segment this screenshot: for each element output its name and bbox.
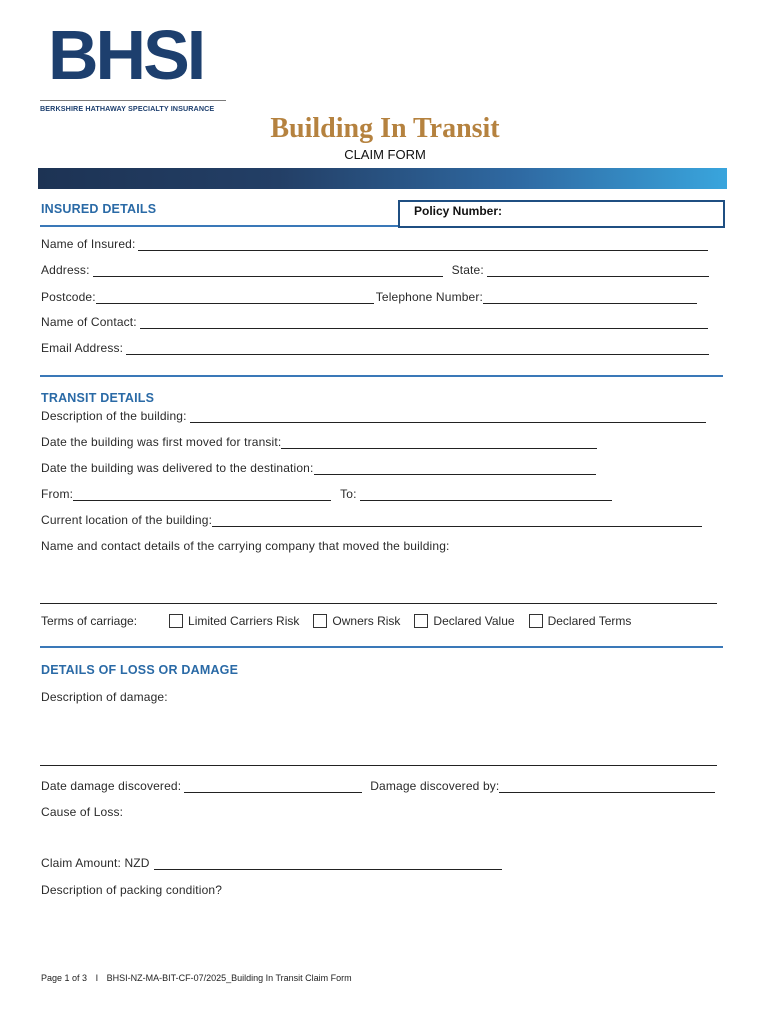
declared-terms-option[interactable] bbox=[529, 614, 632, 628]
current-location-label: Current location of the building: bbox=[41, 513, 213, 527]
address-row bbox=[41, 263, 709, 277]
claim-amount-label: Claim Amount: NZD bbox=[41, 856, 150, 870]
owners-risk-option[interactable] bbox=[313, 614, 400, 628]
date-moved-row bbox=[41, 435, 597, 449]
limited-carriers-risk-label: Limited Carriers Risk bbox=[188, 614, 300, 628]
logo-mark: BHSI bbox=[48, 16, 204, 94]
damage-discovered-by-label: Damage discovered by: bbox=[370, 779, 500, 793]
contact-name-label: Name of Contact: bbox=[41, 315, 137, 329]
insured-section-rule bbox=[40, 225, 398, 227]
email-label: Email Address: bbox=[41, 341, 124, 355]
cause-of-loss-label: Cause of Loss: bbox=[41, 805, 124, 819]
claim-amount-field[interactable] bbox=[154, 857, 502, 870]
declared-value-checkbox[interactable] bbox=[414, 614, 428, 628]
header-banner bbox=[38, 168, 727, 189]
to-label: To: bbox=[340, 487, 357, 501]
building-description-row bbox=[41, 409, 706, 423]
from-label: From: bbox=[41, 487, 74, 501]
owners-risk-checkbox[interactable] bbox=[313, 614, 327, 628]
loss-details-heading: DETAILS OF LOSS OR DAMAGE bbox=[41, 663, 239, 677]
damage-date-label: Date damage discovered: bbox=[41, 779, 182, 793]
damage-date-field[interactable] bbox=[184, 780, 362, 793]
state-label: State: bbox=[451, 263, 484, 277]
date-moved-label: Date the building was first moved for transit: bbox=[41, 435, 282, 449]
name-of-insured-row bbox=[41, 237, 708, 251]
damage-description-field[interactable] bbox=[40, 765, 717, 766]
policy-number-field[interactable] bbox=[398, 200, 725, 228]
telephone-field[interactable] bbox=[483, 291, 697, 304]
carrier-details-label: Name and contact details of the carrying company that moved the building: bbox=[41, 539, 450, 553]
building-description-label: Description of the building: bbox=[41, 409, 187, 423]
owners-risk-label: Owners Risk bbox=[332, 614, 401, 628]
form-title: Building In Transit bbox=[270, 113, 500, 144]
from-to-row bbox=[41, 487, 612, 501]
terms-of-carriage-row bbox=[41, 614, 631, 628]
declared-value-label: Declared Value bbox=[433, 614, 515, 628]
name-of-insured-field[interactable] bbox=[138, 238, 708, 251]
transit-section-rule bbox=[40, 375, 723, 377]
to-field[interactable] bbox=[360, 488, 612, 501]
loss-section-rule bbox=[40, 646, 723, 648]
insured-details-heading: INSURED DETAILS bbox=[41, 202, 157, 216]
email-row bbox=[41, 341, 709, 355]
address-field[interactable] bbox=[93, 264, 443, 277]
limited-carriers-risk-checkbox[interactable] bbox=[169, 614, 183, 628]
form-subtitle: CLAIM FORM bbox=[344, 147, 426, 162]
address-label: Address: bbox=[41, 263, 90, 277]
form-code: BHSI-NZ-MA-BIT-CF-07/2025_Building In Transit Claim Form bbox=[106, 973, 352, 983]
postcode-row bbox=[41, 290, 697, 304]
contact-name-field[interactable] bbox=[140, 316, 708, 329]
date-delivered-row bbox=[41, 461, 596, 475]
building-description-field[interactable] bbox=[190, 410, 706, 423]
postcode-label: Postcode: bbox=[41, 290, 96, 304]
transit-details-heading: TRANSIT DETAILS bbox=[41, 391, 155, 405]
packing-condition-label: Description of packing condition? bbox=[41, 883, 223, 897]
carrier-details-field[interactable] bbox=[40, 603, 717, 604]
company-logo bbox=[40, 16, 230, 113]
name-of-insured-label: Name of Insured: bbox=[41, 237, 136, 251]
damage-date-row bbox=[41, 779, 715, 793]
date-delivered-label: Date the building was delivered to the destination: bbox=[41, 461, 314, 475]
state-field[interactable] bbox=[487, 264, 709, 277]
telephone-label: Telephone Number: bbox=[375, 290, 483, 304]
damage-discovered-by-field[interactable] bbox=[499, 780, 715, 793]
terms-of-carriage-label: Terms of carriage: bbox=[41, 614, 138, 628]
policy-number-label: Policy Number: bbox=[414, 204, 503, 218]
logo-subtitle: BERKSHIRE HATHAWAY SPECIALTY INSURANCE bbox=[40, 104, 215, 113]
declared-terms-label: Declared Terms bbox=[547, 614, 632, 628]
logo-divider bbox=[40, 100, 226, 101]
declared-value-option[interactable] bbox=[414, 614, 514, 628]
from-field[interactable] bbox=[73, 488, 331, 501]
page-footer bbox=[41, 973, 352, 983]
page-number: Page 1 of 3 bbox=[41, 973, 88, 983]
date-delivered-field[interactable] bbox=[314, 462, 596, 475]
current-location-field[interactable] bbox=[212, 514, 702, 527]
email-field[interactable] bbox=[126, 342, 709, 355]
declared-terms-checkbox[interactable] bbox=[529, 614, 543, 628]
damage-description-label: Description of damage: bbox=[41, 690, 168, 704]
date-moved-field[interactable] bbox=[281, 436, 597, 449]
claim-amount-row bbox=[41, 856, 502, 870]
limited-carriers-risk-option[interactable] bbox=[169, 614, 299, 628]
footer-separator: I bbox=[95, 973, 99, 983]
current-location-row bbox=[41, 513, 702, 527]
postcode-field[interactable] bbox=[96, 291, 374, 304]
contact-row bbox=[41, 315, 708, 329]
